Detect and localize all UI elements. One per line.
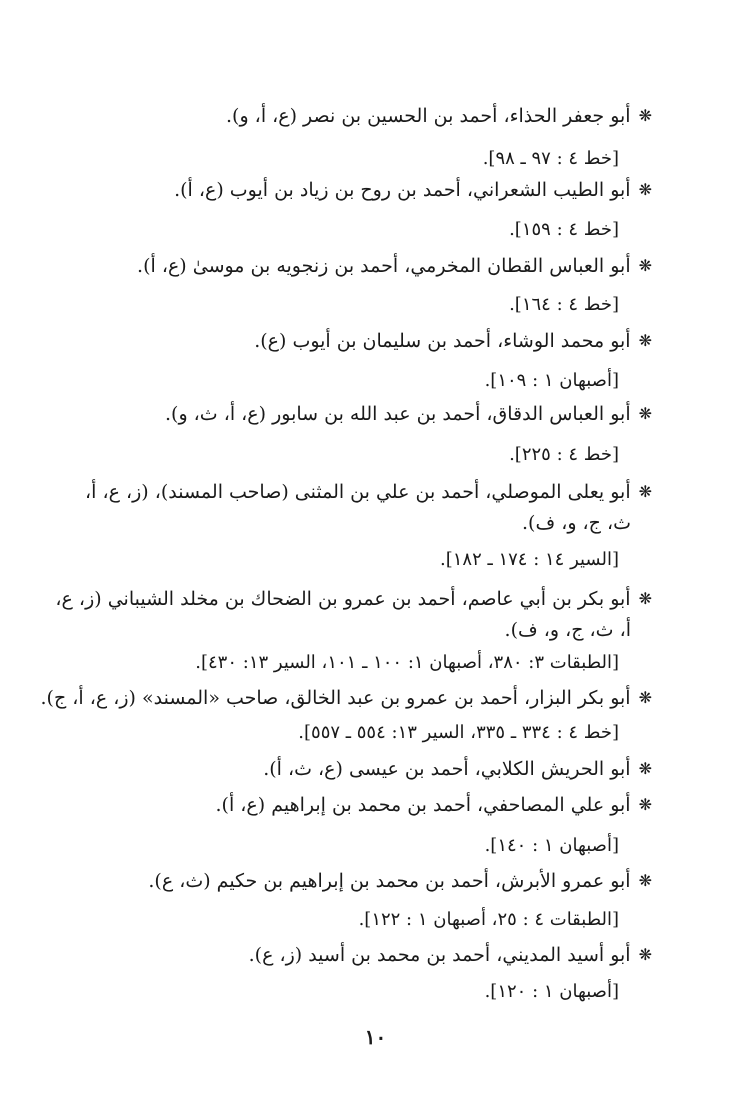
reference-line: [خط ٤ : ٩٧ ـ ٩٨]. xyxy=(482,148,619,169)
bullet-icon: ❋ xyxy=(638,795,652,814)
reference-line: [خط ٤ : ٢٢٥]. xyxy=(509,444,619,465)
entry-line: ❋أبو العباس الدقاق، أحمد بن عبد الله بن سابور (ع، أ، ث، و). xyxy=(165,400,652,428)
bullet-icon: ❋ xyxy=(638,759,652,778)
entry-line: ❋أبو يعلى الموصلي، أحمد بن علي بن المثنى (صاحب المسند)، (ز، ع، أ، xyxy=(85,478,652,506)
reference-line: [السير ١٤ : ١٧٤ ـ ١٨٢]. xyxy=(439,549,619,570)
reference-line: [خط ٤ : ١٥٩]. xyxy=(509,219,619,240)
bullet-icon: ❋ xyxy=(638,589,652,608)
bullet-icon: ❋ xyxy=(638,331,652,350)
bullet-icon: ❋ xyxy=(638,688,652,707)
reference-line: [أصبهان ١ : ١٠٩]. xyxy=(484,370,619,391)
bullet-icon: ❋ xyxy=(638,871,652,890)
bullet-icon: ❋ xyxy=(638,256,652,275)
entry-continuation: أ، ث، ج، و، ف). xyxy=(504,619,631,641)
entry-line: ❋أبو محمد الوشاء، أحمد بن سليمان بن أيوب (ع). xyxy=(254,327,652,355)
entry-line: ❋أبو العباس القطان المخرمي، أحمد بن زنجويه بن موسىٰ (ع، أ). xyxy=(137,252,652,280)
entry-line: ❋أبو جعفر الحذاء، أحمد بن الحسين بن نصر (ع، أ، و). xyxy=(226,102,652,130)
entry-line: ❋أبو الطيب الشعراني، أحمد بن روح بن زياد بن أيوب (ع، أ). xyxy=(174,176,652,204)
bullet-icon: ❋ xyxy=(638,404,652,423)
reference-line: [الطبقات ٤ : ٢٥، أصبهان ١ : ١٢٢]. xyxy=(358,909,619,930)
reference-line: [الطبقات ٣: ٣٨٠، أصبهان ١: ١٠٠ ـ ١٠١، السير ١٣: ٤٣٠]. xyxy=(195,652,619,673)
entry-line: ❋أبو علي المصاحفي، أحمد بن محمد بن إبراهيم (ع، أ). xyxy=(216,791,652,819)
reference-line: [أصبهان ١ : ١٢٠]. xyxy=(484,981,619,1002)
reference-line: [أصبهان ١ : ١٤٠]. xyxy=(484,835,619,856)
bullet-icon: ❋ xyxy=(638,106,652,125)
bullet-icon: ❋ xyxy=(638,945,652,964)
entry-line: ❋أبو بكر بن أبي عاصم، أحمد بن عمرو بن الضحاك بن مخلد الشيباني (ز، ع، xyxy=(55,585,652,613)
entry-line: ❋أبو بكر البزار، أحمد بن عمرو بن عبد الخالق، صاحب «المسند» (ز، ع، أ، ج). xyxy=(41,684,652,712)
entry-line: ❋أبو عمرو الأبرش، أحمد بن محمد بن إبراهيم بن حكيم (ث، ع). xyxy=(148,867,652,895)
bullet-icon: ❋ xyxy=(638,482,652,501)
bullet-icon: ❋ xyxy=(638,180,652,199)
entry-line: ❋أبو أسيد المديني، أحمد بن محمد بن أسيد (ز، ع). xyxy=(249,941,652,969)
reference-line: [خط ٤ : ٣٣٤ ـ ٣٣٥، السير ١٣: ٥٥٤ ـ ٥٥٧]. xyxy=(298,722,619,743)
entry-continuation: ث، ج، و، ف). xyxy=(522,512,631,534)
page-number: ١٠ xyxy=(364,1025,387,1049)
reference-line: [خط ٤ : ١٦٤]. xyxy=(509,294,619,315)
entry-line: ❋أبو الحريش الكلابي، أحمد بن عيسى (ع، ث، أ). xyxy=(263,755,652,783)
